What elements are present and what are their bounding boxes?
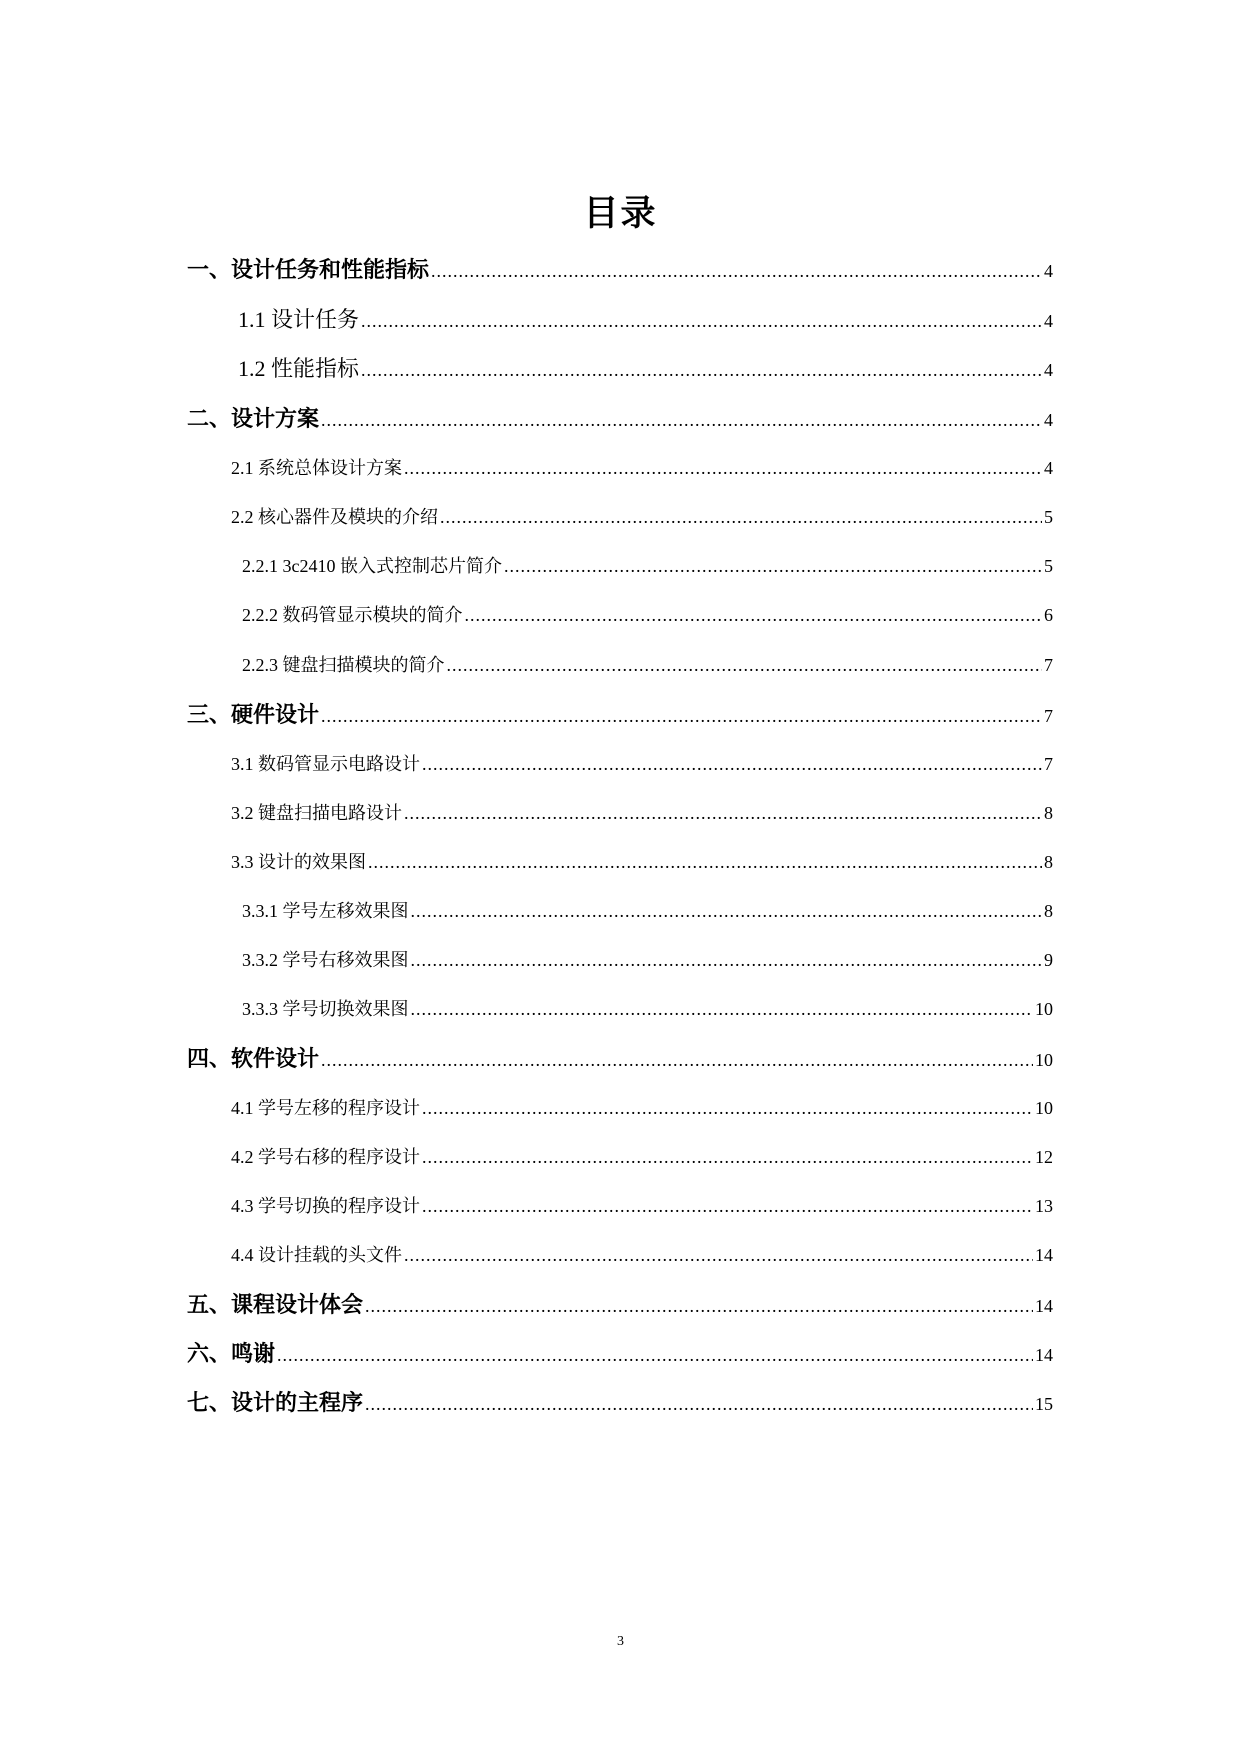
toc-entry-3-3-1[interactable]: [242, 898, 1053, 924]
toc-entry-label: 2.1 系统总体设计方案: [231, 458, 402, 478]
toc-entry-label: 3.3.3 学号切换效果图: [242, 999, 409, 1019]
toc-entry-chapter-3[interactable]: [187, 700, 1053, 731]
page-title: 目录: [583, 194, 658, 233]
page-number: 3: [617, 1634, 624, 1649]
toc-dot-leader: [411, 996, 1034, 1022]
toc-dot-leader: [431, 256, 1042, 286]
toc-entry-label: 4.3 学号切换的程序设计: [231, 1196, 420, 1216]
toc-entry-page: 10: [1035, 999, 1053, 1019]
toc-entry-4-2[interactable]: [231, 1144, 1053, 1170]
toc-entry-3-3[interactable]: [231, 849, 1053, 875]
toc-entry-label: 2.2.1 3c2410 嵌入式控制芯片简介: [242, 556, 502, 576]
toc-dot-leader: [422, 751, 1042, 777]
toc-entry-2-2-2[interactable]: [242, 602, 1053, 628]
toc-dot-leader: [504, 553, 1042, 579]
toc-entry-page: 10: [1035, 1098, 1053, 1118]
toc-dot-leader: [404, 800, 1042, 826]
toc-dot-leader: [411, 898, 1043, 924]
toc-entry-4-4[interactable]: [231, 1242, 1053, 1268]
toc-entry-chapter-2[interactable]: [187, 404, 1053, 435]
toc-dot-leader: [365, 1389, 1033, 1419]
toc-entry-page: 5: [1044, 507, 1053, 527]
toc-entry-label: 3.1 数码管显示电路设计: [231, 754, 420, 774]
toc-entry-3-3-3[interactable]: [242, 996, 1053, 1022]
toc-entry-2-2[interactable]: [231, 504, 1053, 530]
toc-dot-leader: [321, 701, 1042, 731]
toc-entry-page: 14: [1035, 1345, 1053, 1365]
toc-entry-chapter-7[interactable]: [187, 1388, 1053, 1419]
toc-dot-leader: [404, 455, 1042, 481]
toc-entry-2-2-1[interactable]: [242, 553, 1053, 579]
toc-entry-page: 4: [1044, 410, 1053, 430]
toc-entry-label: 4.1 学号左移的程序设计: [231, 1098, 420, 1118]
toc-entry-4-3[interactable]: [231, 1193, 1053, 1219]
toc-entry-2-2-3[interactable]: [242, 652, 1053, 678]
toc-dot-leader: [361, 355, 1042, 385]
toc-entry-chapter-6[interactable]: [187, 1339, 1053, 1370]
toc-dot-leader: [440, 504, 1042, 530]
toc-entry-page: 13: [1035, 1196, 1053, 1216]
toc-entry-page: 15: [1035, 1394, 1053, 1414]
toc-dot-leader: [365, 1291, 1033, 1321]
toc-entry-label: 3.3 设计的效果图: [231, 852, 366, 872]
toc-entry-label: 六、鸣谢: [187, 1341, 276, 1366]
toc-entry-label: 一、设计任务和性能指标: [187, 257, 430, 282]
toc-entry-3-2[interactable]: [231, 800, 1053, 826]
toc-dot-leader: [368, 849, 1042, 875]
toc-entry-label: 1.2 性能指标: [238, 356, 360, 381]
toc-entry-chapter-5[interactable]: [187, 1290, 1053, 1321]
toc-entry-page: 7: [1044, 655, 1053, 675]
toc-entry-label: 4.2 学号右移的程序设计: [231, 1147, 420, 1167]
toc-entry-label: 四、软件设计: [187, 1046, 320, 1071]
toc-entry-4-1[interactable]: [231, 1095, 1053, 1121]
toc-entry-label: 3.2 键盘扫描电路设计: [231, 803, 402, 823]
toc-entry-page: 14: [1035, 1296, 1053, 1316]
toc-entry-2-1[interactable]: [231, 455, 1053, 481]
toc-dot-leader: [361, 306, 1042, 336]
toc-entry-1-2[interactable]: [238, 354, 1053, 385]
toc-entry-3-3-2[interactable]: [242, 947, 1053, 973]
toc-dot-leader: [411, 947, 1043, 973]
toc-entry-label: 1.1 设计任务: [238, 307, 360, 332]
toc-entry-chapter-1[interactable]: [187, 255, 1053, 286]
toc-entry-page: 7: [1044, 754, 1053, 774]
toc-entry-page: 12: [1035, 1147, 1053, 1167]
toc-dot-leader: [422, 1193, 1033, 1219]
toc-entry-page: 8: [1044, 901, 1053, 921]
toc-entry-page: 6: [1044, 605, 1053, 625]
toc-entry-page: 8: [1044, 852, 1053, 872]
toc-dot-leader: [422, 1144, 1033, 1170]
toc-entry-label: 3.3.1 学号左移效果图: [242, 901, 409, 921]
toc-entry-chapter-4[interactable]: [187, 1044, 1053, 1075]
toc-dot-leader: [422, 1095, 1033, 1121]
toc-entry-label: 五、课程设计体会: [187, 1292, 364, 1317]
toc-entry-label: 3.3.2 学号右移效果图: [242, 950, 409, 970]
toc-entry-label: 4.4 设计挂载的头文件: [231, 1245, 402, 1265]
toc-dot-leader: [321, 405, 1042, 435]
toc-entry-3-1[interactable]: [231, 751, 1053, 777]
toc-entry-label: 七、设计的主程序: [187, 1390, 364, 1415]
toc-entry-page: 4: [1044, 311, 1053, 331]
toc-entry-page: 10: [1035, 1050, 1053, 1070]
toc-dot-leader: [277, 1340, 1033, 1370]
toc-entry-1-1[interactable]: [238, 305, 1053, 336]
toc-entry-page: 4: [1044, 458, 1053, 478]
toc-entry-page: 14: [1035, 1245, 1053, 1265]
toc-entry-label: 二、设计方案: [187, 406, 320, 431]
toc-dot-leader: [321, 1045, 1033, 1075]
toc-entry-label: 2.2.2 数码管显示模块的简介: [242, 605, 463, 625]
toc-entry-page: 7: [1044, 706, 1053, 726]
toc-entry-page: 8: [1044, 803, 1053, 823]
toc-entry-page: 9: [1044, 950, 1053, 970]
toc-dot-leader: [404, 1242, 1033, 1268]
toc-dot-leader: [447, 652, 1043, 678]
toc-entry-label: 2.2 核心器件及模块的介绍: [231, 507, 438, 527]
toc-entry-label: 三、硬件设计: [187, 702, 320, 727]
toc-entry-page: 4: [1044, 360, 1053, 380]
toc-entry-page: 4: [1044, 261, 1053, 281]
toc-entry-label: 2.2.3 键盘扫描模块的简介: [242, 655, 445, 675]
toc-entry-page: 5: [1044, 556, 1053, 576]
toc-dot-leader: [465, 602, 1043, 628]
